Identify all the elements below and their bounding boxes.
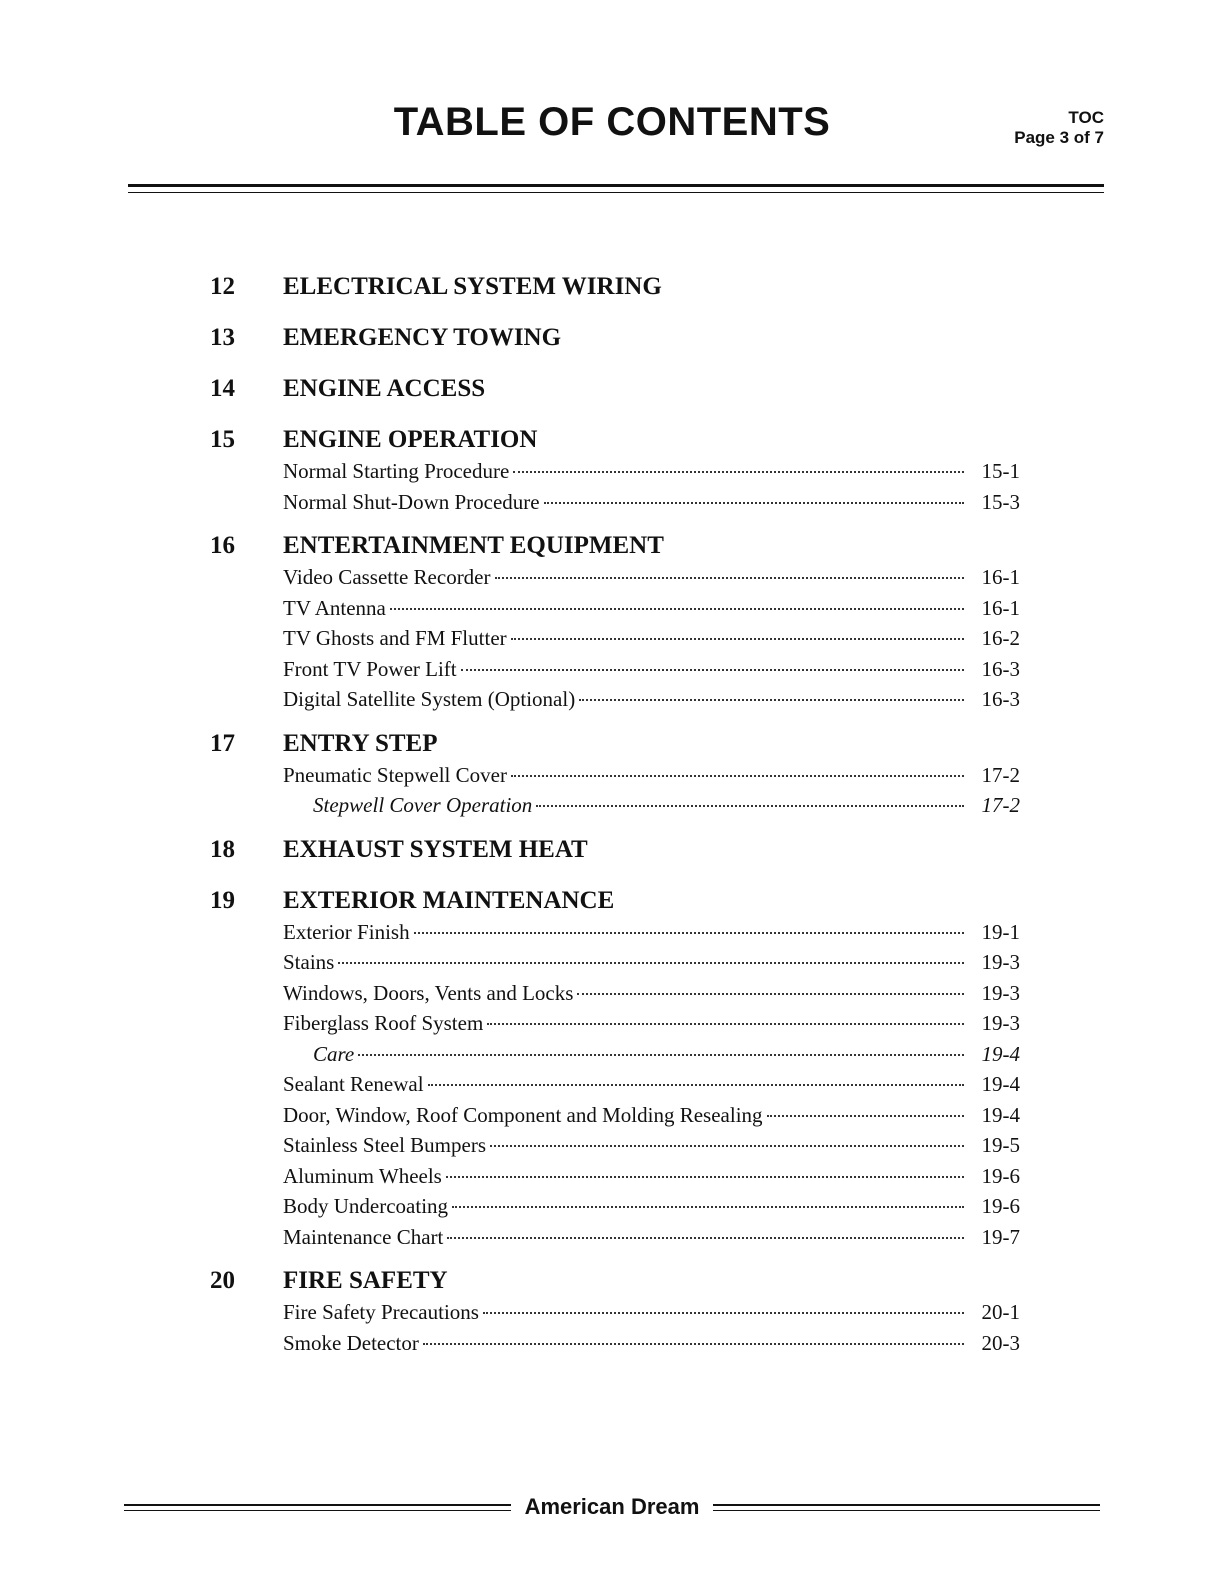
toc-entry[interactable] [210,1161,1020,1192]
entry-label: Sealant Renewal [283,1072,424,1096]
toc-entry[interactable] [210,593,1020,624]
section-number: 12 [210,273,235,300]
toc-section [210,265,1020,309]
dot-leader [428,1084,964,1086]
section-heading[interactable] [210,265,1020,309]
toc-section [210,524,1020,715]
section-heading[interactable] [210,367,1020,411]
dot-leader [511,775,964,777]
section-number: 16 [210,532,235,559]
dot-leader [483,1312,964,1314]
toc-code: TOC [1068,108,1104,127]
dot-leader [495,577,965,579]
entry-page: 19-7 [981,1224,1020,1249]
toc-section [210,418,1020,517]
dot-leader [511,638,964,640]
toc-section [210,367,1020,411]
toc-entry[interactable] [210,790,1020,821]
entry-page: 16-1 [981,565,1020,589]
dot-leader [338,962,964,964]
entry-label: Fire Safety Precautions [283,1300,479,1324]
entry-page: 20-3 [981,1330,1020,1355]
entry-page: 19-4 [981,1072,1020,1096]
entry-list [210,1297,1020,1358]
section-number: 17 [210,729,235,757]
entry-page: 19-5 [981,1133,1020,1157]
toc-entry[interactable] [210,1297,1020,1328]
dot-leader [767,1115,964,1117]
entry-label: Normal Starting Procedure [283,459,510,483]
entry-page: 19-6 [981,1194,1020,1218]
entry-page: 19-3 [981,980,1020,1005]
entry-label: Door, Window, Roof Component and Molding Resealing [283,1102,763,1127]
section-number: 15 [210,426,235,453]
section-heading[interactable] [210,828,1020,872]
toc-entry[interactable] [210,760,1020,791]
header-rule [128,184,1104,193]
entry-label: Smoke Detector [283,1330,419,1355]
entry-page: 19-6 [981,1163,1020,1188]
dot-leader [461,669,964,671]
entry-label: Stepwell Cover Operation [313,793,533,817]
entry-page: 19-1 [981,919,1020,944]
page-title: TABLE OF CONTENTS [393,100,831,144]
toc-entry[interactable] [210,1008,1020,1039]
entry-page: 15-1 [981,459,1020,483]
entry-page: 19-3 [981,950,1020,974]
footer-rule-left [124,1504,511,1511]
toc-section [210,722,1020,821]
entry-label: Aluminum Wheels [283,1163,442,1188]
entry-label: Pneumatic Stepwell Cover [283,762,507,787]
dot-leader [513,471,964,473]
section-title: EMERGENCY TOWING [283,324,562,351]
entry-label: Stainless Steel Bumpers [283,1133,486,1157]
dot-leader [446,1176,964,1178]
entry-list [210,760,1020,821]
section-number: 19 [210,886,235,914]
entry-list [210,562,1020,715]
entry-label: Video Cassette Recorder [283,565,491,589]
section-title: ELECTRICAL SYSTEM WIRING [283,273,662,300]
footer-brand: American Dream [524,1494,700,1519]
toc-entry[interactable] [210,947,1020,978]
toc-entry[interactable] [210,1191,1020,1222]
toc-section [210,1259,1020,1358]
section-number: 20 [210,1267,235,1294]
entry-label: Fiberglass Roof System [283,1011,484,1035]
footer [124,1492,1100,1522]
dot-leader [358,1054,964,1056]
toc-entry[interactable] [210,1100,1020,1131]
section-title: ENGINE OPERATION [283,426,538,453]
entry-label: Exterior Finish [283,919,410,944]
entry-label: TV Ghosts and FM Flutter [283,626,507,650]
dot-leader [544,502,964,504]
entry-page: 16-2 [981,626,1020,650]
entry-label: Windows, Doors, Vents and Locks [283,980,574,1005]
dot-leader [487,1023,964,1025]
section-number: 18 [210,835,235,863]
entry-page: 16-3 [981,656,1020,681]
toc-section [210,316,1020,360]
entry-page: 19-3 [981,1011,1020,1035]
entry-label: Digital Satellite System (Optional) [283,687,576,711]
section-number: 13 [210,324,235,351]
dot-leader [579,699,964,701]
entry-label: Front TV Power Lift [283,656,457,681]
entry-page: 16-3 [981,687,1020,711]
toc-entry[interactable] [210,917,1020,948]
page-number: Page 3 of 7 [1014,128,1104,147]
toc-entry[interactable] [210,487,1020,518]
toc-entry[interactable] [210,1039,1020,1070]
entry-label: Normal Shut-Down Procedure [283,489,540,514]
section-title: FIRE SAFETY [283,1267,448,1294]
entry-page: 17-2 [981,762,1020,787]
toc-entry[interactable] [210,1222,1020,1253]
section-title: ENTERTAINMENT EQUIPMENT [283,532,664,559]
entry-label: Maintenance Chart [283,1224,444,1249]
section-number: 14 [210,375,235,402]
page-code [1014,108,1104,148]
toc-entry[interactable] [210,1328,1020,1359]
dot-leader [414,932,964,934]
entry-label: TV Antenna [283,595,386,620]
entry-page: 20-1 [981,1300,1020,1324]
entry-page: 17-2 [981,793,1020,817]
section-title: EXTERIOR MAINTENANCE [283,886,615,914]
dot-leader [447,1237,964,1239]
toc-entry[interactable] [210,1130,1020,1161]
toc-entry[interactable] [210,684,1020,715]
section-title: ENGINE ACCESS [283,375,486,402]
toc-entry[interactable] [210,978,1020,1009]
toc-entry[interactable] [210,456,1020,487]
dot-leader [536,805,964,807]
toc-entry[interactable] [210,654,1020,685]
section-heading[interactable] [210,316,1020,360]
entry-label: Stains [283,950,335,974]
toc-section [210,828,1020,872]
footer-rule-right [713,1504,1100,1511]
toc-list [210,265,1020,1365]
entry-page: 19-4 [981,1102,1020,1127]
toc-entry[interactable] [210,1069,1020,1100]
dot-leader [490,1145,964,1147]
entry-label: Body Undercoating [283,1194,449,1218]
entry-label: Care [313,1041,355,1066]
dot-leader [390,608,964,610]
dot-leader [423,1343,964,1345]
toc-section [210,879,1020,1253]
entry-list [210,917,1020,1253]
entry-page: 19-4 [981,1041,1020,1066]
entry-list [210,456,1020,517]
toc-entry[interactable] [210,623,1020,654]
dot-leader [452,1206,964,1208]
section-title: EXHAUST SYSTEM HEAT [283,835,588,863]
section-title: ENTRY STEP [283,729,438,757]
entry-page: 15-3 [981,489,1020,514]
dot-leader [577,993,964,995]
entry-page: 16-1 [981,595,1020,620]
